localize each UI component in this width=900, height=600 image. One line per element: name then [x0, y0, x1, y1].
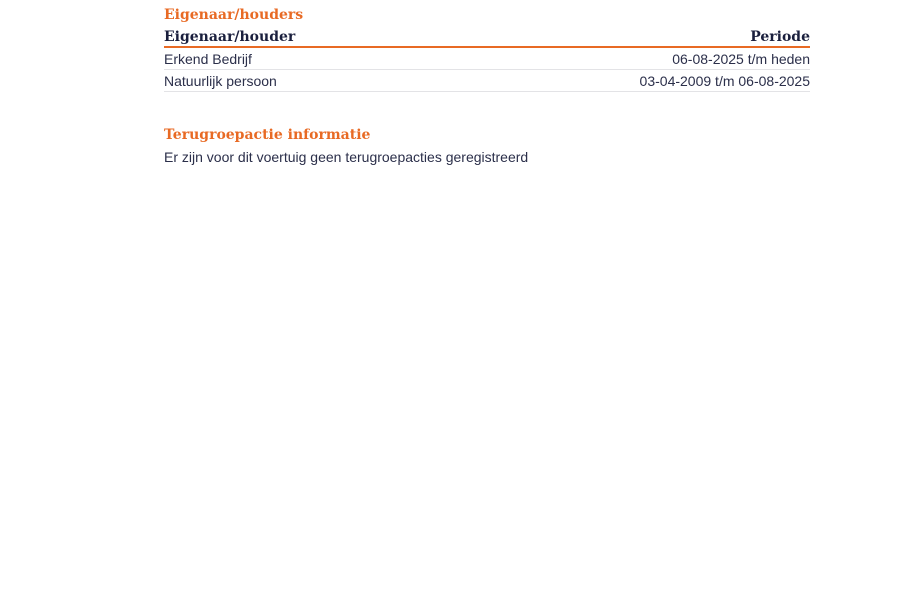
- period-cell: 03-04-2009 t/m 06-08-2025: [639, 72, 810, 89]
- recall-info-text: Er zijn voor dit voertuig geen terugroepacties geregistreerd: [164, 149, 529, 165]
- owners-section: [164, 6, 810, 92]
- owners-table-header: [164, 26, 810, 48]
- recall-section-title: Terugroepactie informatie: [164, 127, 371, 143]
- owner-cell: Natuurlijk persoon: [164, 72, 277, 89]
- owner-cell: Erkend Bedrijf: [164, 50, 252, 67]
- table-row: [164, 70, 810, 92]
- table-row: [164, 48, 810, 70]
- content: [164, 6, 810, 167]
- owners-section-title: Eigenaar/houders: [164, 7, 304, 23]
- section-spacer: [164, 92, 810, 126]
- owners-table: [164, 26, 810, 92]
- period-cell: 06-08-2025 t/m heden: [672, 50, 810, 67]
- recall-section: [164, 126, 810, 167]
- owner-column-header: Eigenaar/houder: [164, 29, 296, 45]
- period-column-header: Periode: [750, 29, 810, 45]
